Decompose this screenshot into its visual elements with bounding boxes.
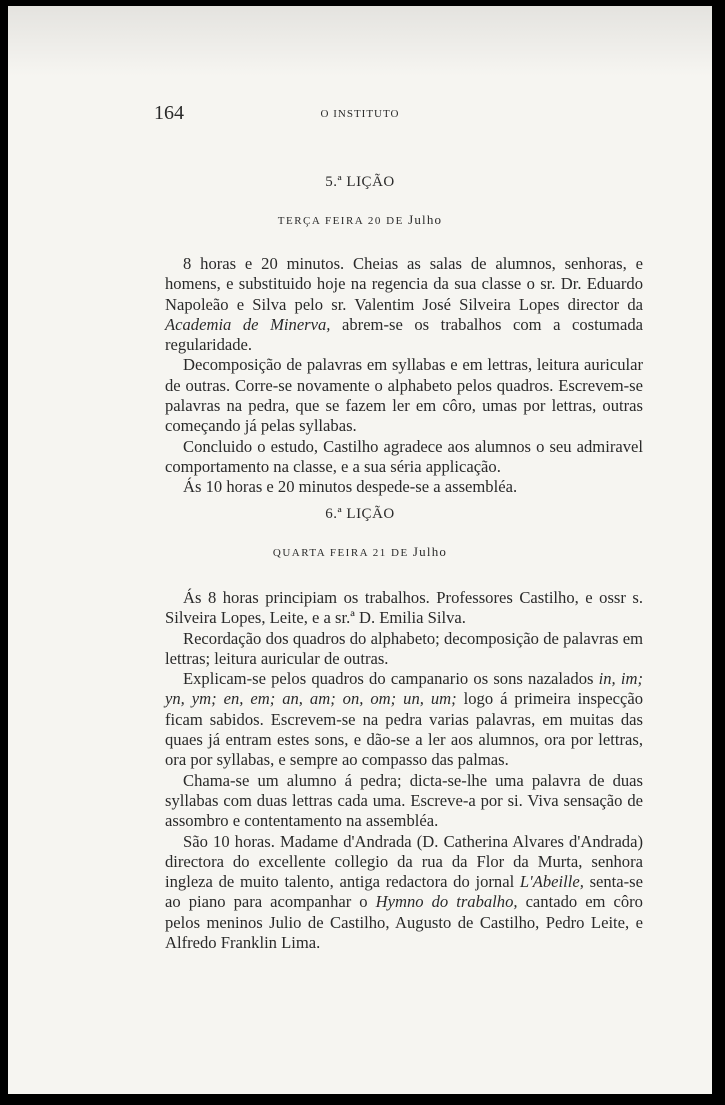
paragraph-text: senta-se ao piano para acompanhar o	[165, 872, 644, 912]
journal-name: L'Abeille,	[519, 872, 584, 892]
lesson-5-date	[8, 212, 712, 228]
lesson-6-date-month: Julho	[412, 544, 448, 559]
page-number: 164	[154, 102, 184, 124]
paragraph-text: abrem-se os trabalhos com a costumada regularidade.	[165, 314, 643, 355]
paragraph-text: Explicam-se pelos quadros do campanario os sons nazalados	[183, 669, 599, 689]
lesson-6-title: 6.ª LIÇÃO	[325, 506, 395, 522]
lesson-5-paragraph: Concluido o estudo, Castilho agradece aos alumnos o seu admiravel comportamento na classe, e a sua séria applicação.	[165, 436, 643, 476]
nasal-sounds: in, im; yn, ym; en, em; an, am; on, om; un, um;	[165, 669, 643, 709]
paragraph-text: cantado em côro pelos meninos Julio de Castilho, Augusto de Castilho, Pedro Leite, e Alfredo Franklin Lima.	[165, 892, 643, 953]
running-head	[8, 102, 712, 128]
lesson-5-date-month: Julho	[408, 212, 443, 227]
lesson-6-paragraph: Chama-se um alumno á pedra; dicta-se-lhe uma palavra de duas syllabas com duas lettras cada uma. Escreve-a por si. Viva sensação de assombro e contentamento na assembléa.	[165, 770, 643, 831]
lesson-5-paragraph: Ás 10 horas e 20 minutos despede-se a assembléa.	[183, 477, 518, 497]
lesson-6-body	[165, 588, 643, 953]
lesson-6-paragraph	[165, 832, 643, 954]
lesson-5-date-prefix: TERÇA FEIRA 20 DE	[277, 215, 409, 227]
lesson-6-date-prefix: QUARTA FEIRA 21 DE	[272, 547, 413, 559]
lesson-5-body	[165, 254, 643, 498]
lesson-6-paragraph: Recordação dos quadros do alphabeto; decomposição de palavras em lettras; leitura auricular de outras.	[165, 628, 643, 668]
lesson-5-title: 5.ª LIÇÃO	[325, 174, 395, 190]
lesson-5-paragraph	[165, 254, 643, 355]
lesson-6-paragraph: Ás 8 horas principiam os trabalhos. Professores Castilho, e ossr s. Silveira Lopes, Leite, e a sr.ª D. Emilia Silva.	[165, 588, 643, 628]
lesson-6-paragraph	[165, 669, 643, 770]
paragraph-text: logo á primeira inspecção ficam sabidos. Escrevem-se na pedra varias palavras, em muitas das quaes já entram estes sons, e dão-se a ler aos alumnos, ora por lettras, ora por syllabas, e sempre ao compasso das palmas.	[165, 689, 643, 770]
paragraph-text: São 10 horas. Madame d'Andrada (D. Catherina Alvares d'Andrada) directora do excellente collegio da rua da Flor da Murta, senhora ingleza de muito talento, antiga redactora do jornal	[165, 831, 643, 892]
academy-name: Academia de Minerva,	[165, 314, 331, 334]
lesson-5-paragraph: Decomposição de palavras em syllabas e em lettras, leitura auricular de outras. Corre-se novamente o alphabeto pelos quadros. Escrevem-se palavras na pedra, que se fazem ler em côro, umas por lettras, outras começando já pelas syllabas.	[165, 355, 643, 436]
lesson-6-date	[8, 544, 712, 560]
journal-title: O INSTITUTO	[320, 108, 400, 120]
hymn-title: Hymno do trabalho,	[375, 892, 518, 912]
book-page	[8, 6, 712, 1094]
paragraph-text: 8 horas e 20 minutos. Cheias as salas de alumnos, senhoras, e homens, e substituido hoje na regencia da sua classe o sr. Dr. Eduardo Napoleão e Silva pelo sr. Valentim José Silveira Lopes director da	[165, 254, 643, 314]
